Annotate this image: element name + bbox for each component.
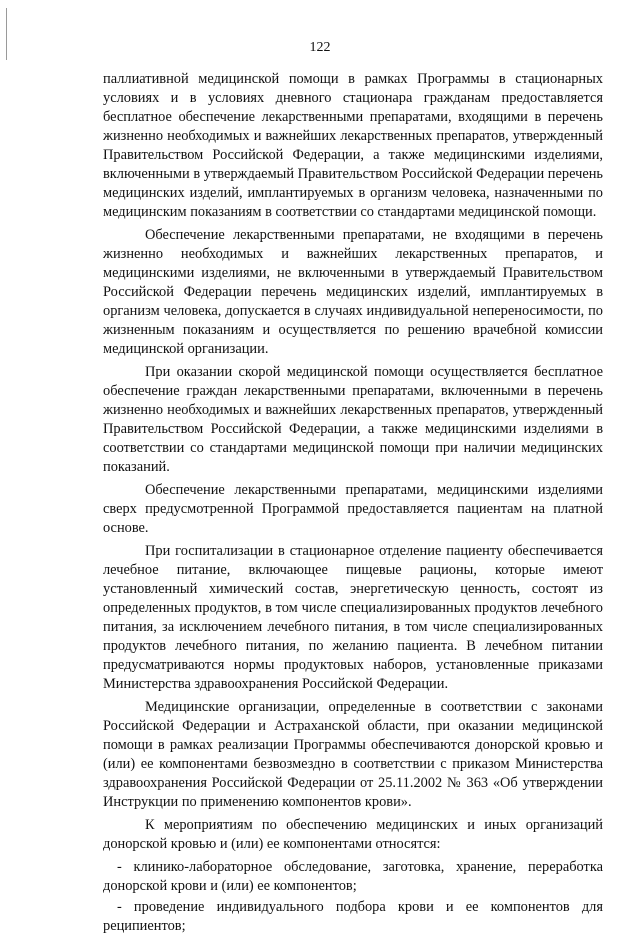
paragraph-non-list-drugs: Обеспечение лекарственными препаратами, не входящими в перечень жизненно необходимых и важнейших лекарственных препаратов, и медицинскими изделиями, не включенными в утверждаемый Правительством Российской Федерации перечень медицинских изделий, имплантируемых в организм человека, допускается в случаях индивидуальной непереносимости, по жизненным показаниям и осуществляется по решению врачебной комиссии медицинской организации. — [103, 227, 603, 357]
paragraph-blood-measures-intro: К мероприятиям по обеспечению медицинских и иных организаций донорской кровью и (или) ее компонентами относятся: — [103, 817, 603, 852]
paragraph-emergency-care: При оказании скорой медицинской помощи осуществляется бесплатное обеспечение граждан лекарственными препаратами, включенными в перечень жизненно необходимых и важнейших лекарственных препаратов, утвержденный Правительством Российской Федерации, а также медицинскими изделиями в соответствии со стандартами медицинской помощи при наличии медицинских показаний. — [103, 364, 603, 475]
document-body — [103, 70, 603, 938]
paragraph-clinical-nutrition: При госпитализации в стационарное отделение пациенту обеспечивается лечебное питание, включающее пищевые рационы, которые имеют установленный химический состав, энергетическую ценность, состоят из определенных продуктов, в том числе специализированных продуктов лечебного питания, за исключением лечебного питания, в том числе специализированных продуктов лечебного питания, по желанию пациента. В лечебном питании предусматриваются нормы продуктовых наборов, установленные приказами Министерства здравоохранения Российской Федерации. — [103, 543, 603, 692]
paragraph-palliative-care: паллиативной медицинской помощи в рамках Программы в стационарных условиях и в условиях дневного стационара гражданам предоставляется бесплатное обеспечение лекарственными препаратами, входящими в перечень жизненно необходимых и важнейших лекарственных препаратов, утвержденный Правительством Российской Федерации, а также медицинскими изделиями, включенными в утверждаемый Правительством Российской Федерации перечень медицинских изделий, имплантируемых в организм человека, назначенными по медицинским показаниям в соответствии со стандартами медицинской помощи. — [103, 71, 603, 220]
paragraph-paid-supply: Обеспечение лекарственными препаратами, медицинскими изделиями сверх предусмотренной Программой предоставляется пациентам на платной основе. — [103, 482, 603, 536]
list-item-individual-selection: - проведение индивидуального подбора крови и ее компонентов для реципиентов; — [103, 899, 603, 934]
paragraph-donor-blood: Медицинские организации, определенные в соответствии с законами Российской Федерации и Астраханской области, при оказании медицинской помощи в рамках реализации Программы обеспечиваются донорской кровью и (или) ее компонентами безвозмездно в соответствии с приказом Министерства здравоохранения Российской Федерации от 25.11.2002 № 363 «Об утверждении Инструкции по применению компонентов крови». — [103, 699, 603, 810]
list-item-lab-examination: - клинико-лабораторное обследование, заготовка, хранение, переработка донорской крови и (или) ее компонентов; — [103, 859, 603, 894]
page-number: 122 — [309, 40, 331, 55]
